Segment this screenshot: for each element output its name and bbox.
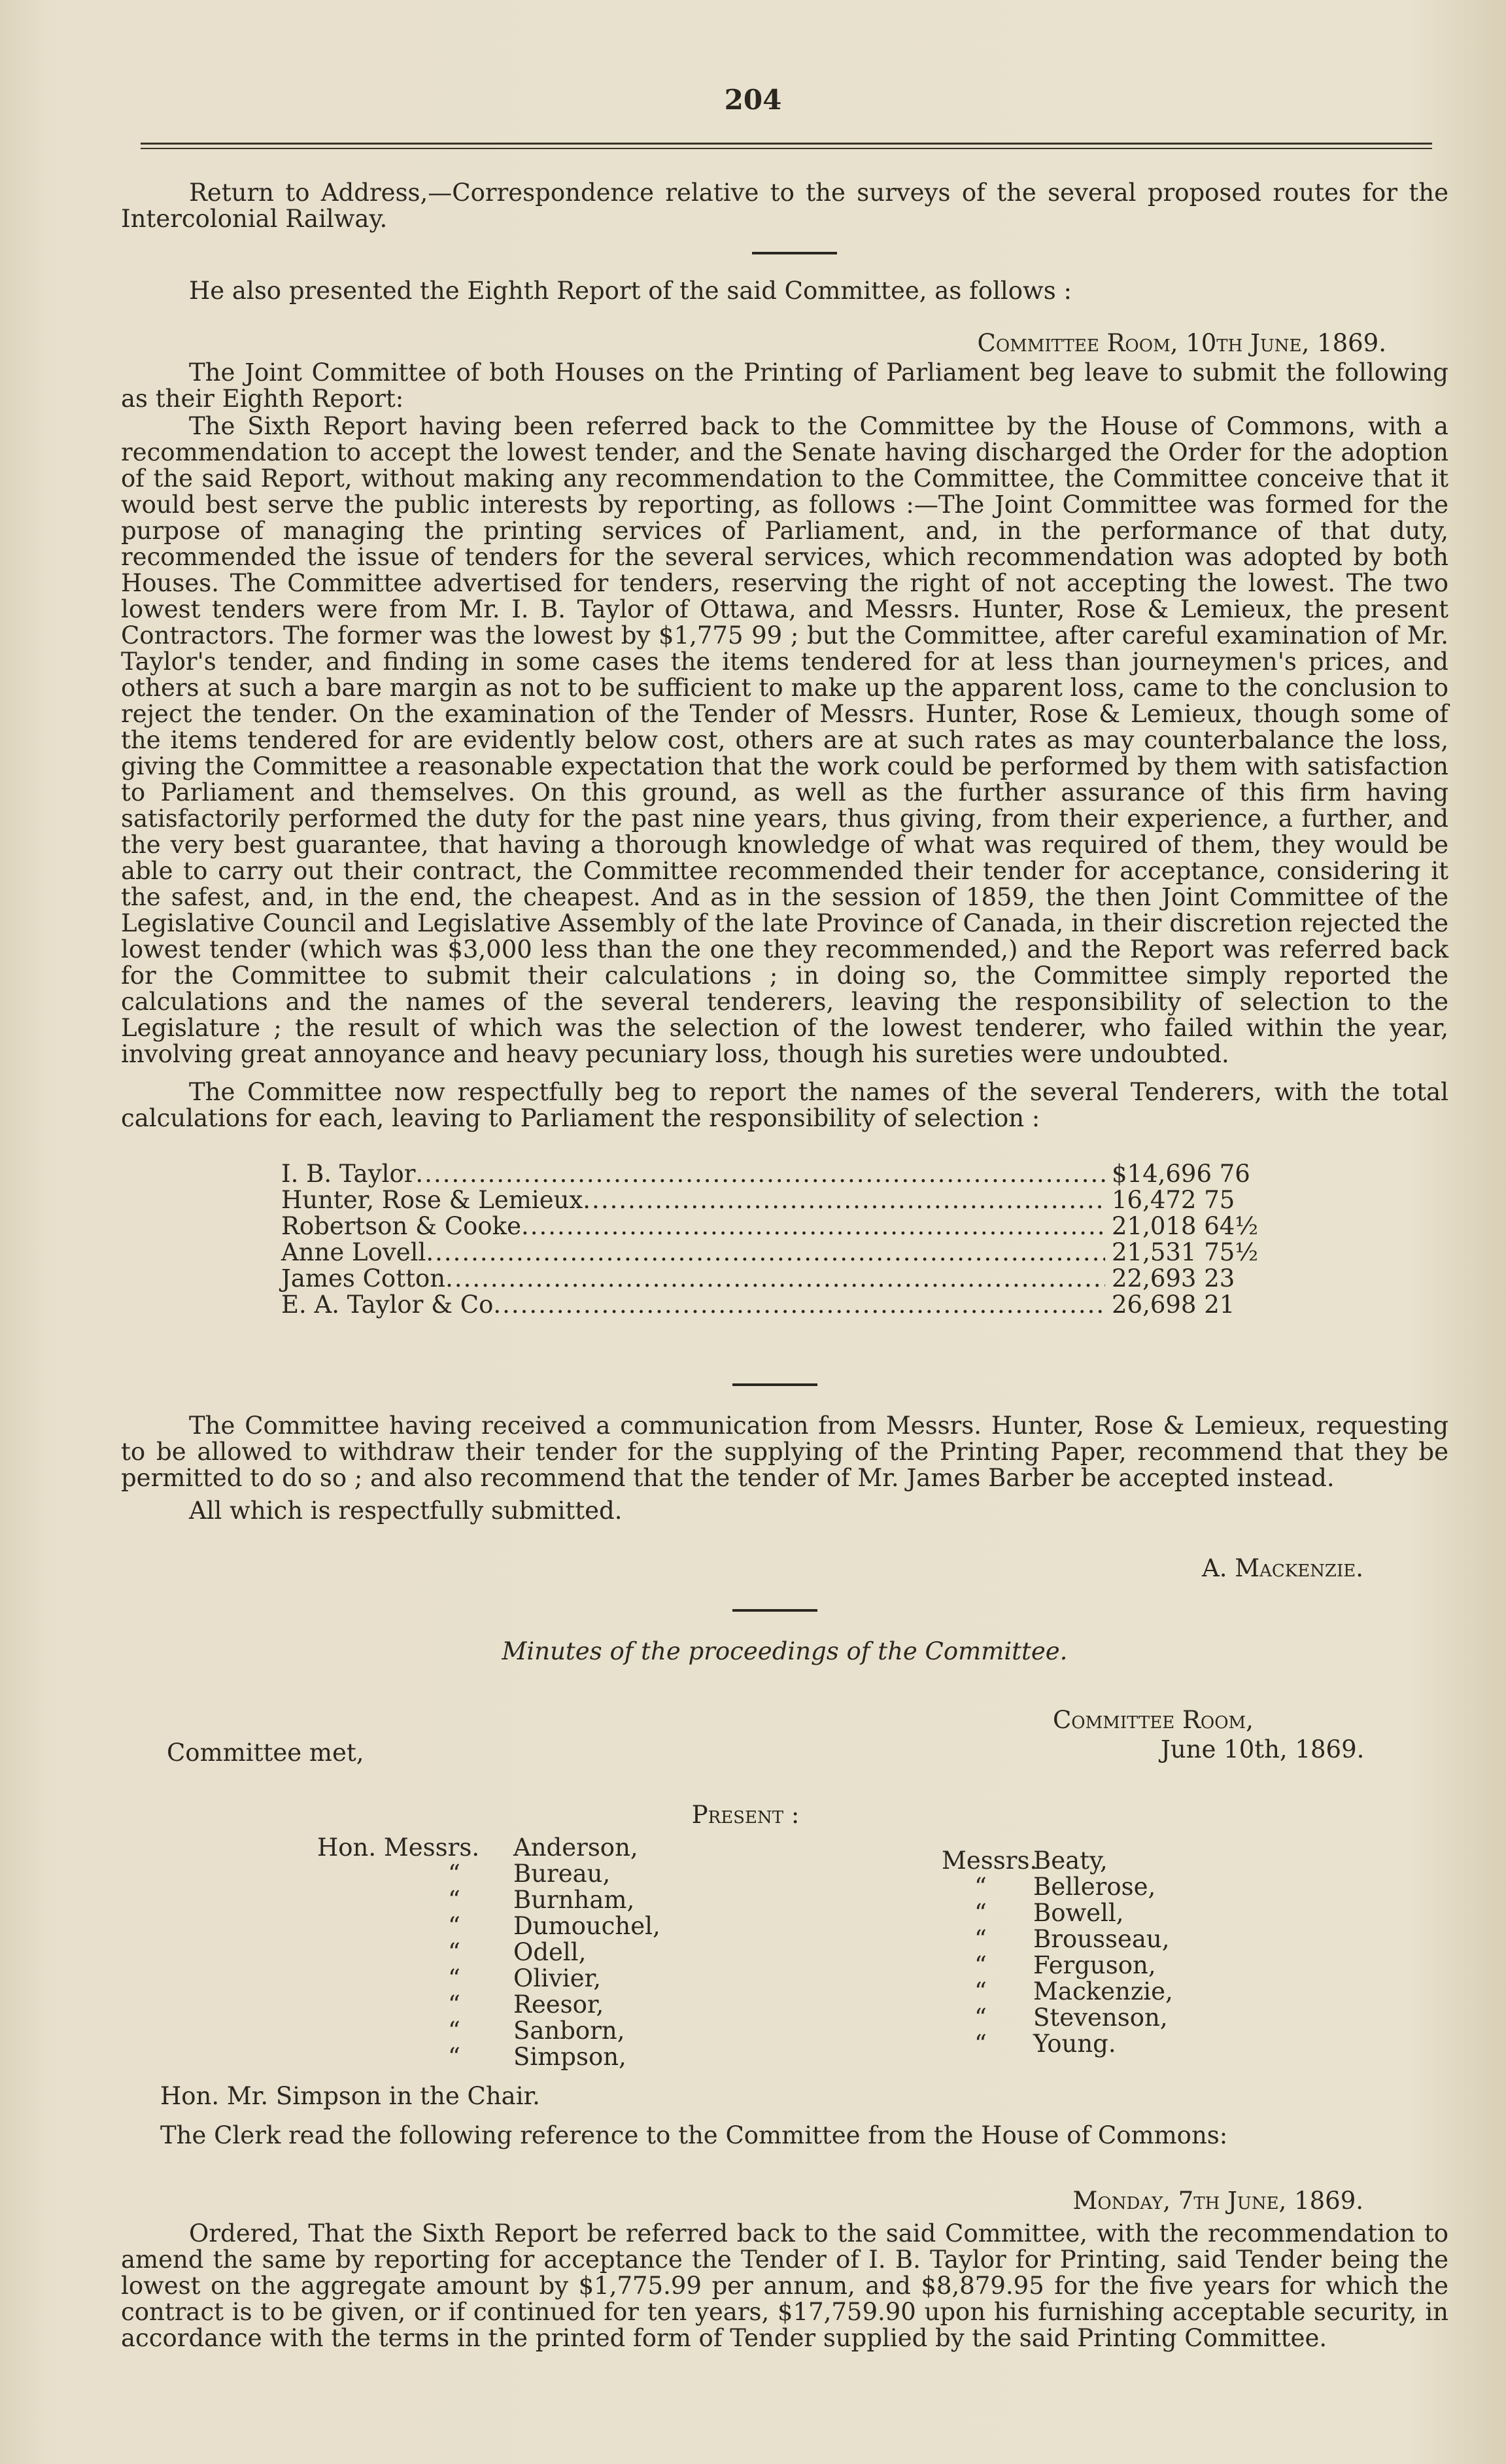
report-dateline: Committee Room, 10th June, 1869.: [977, 329, 1386, 357]
tenderer-row: Hunter, Rose & Lemieux ..... 16,472 75: [281, 1187, 1256, 1213]
header-rule: [141, 143, 1432, 145]
order-date: Monday, 7th June, 1869.: [1072, 2187, 1363, 2215]
tenderers-table: [281, 1160, 1259, 1319]
tenderer-row: James Cotton ..... 22,693 23: [281, 1266, 1256, 1292]
chair-line: Hon. Mr. Simpson in the Chair.: [160, 2082, 540, 2110]
return-line: Return to Address,—Correspondence relative to the surveys of the several proposed routes for the Intercolonial Railway.: [121, 179, 1448, 233]
present-left-list: Hon. Messrs. Anderson, “ Bureau, “ Burnham, “ Dumouchel, “ Odell, “ Olivier, “ Reesor, “ Sanborn, “ Simpson,: [317, 1833, 660, 2071]
order-text: Ordered, That the Sixth Report be referred back to the said Committee, with the recommendation to amend the same by reporting for acceptance the Tender of I. B. Taylor for Printing, said Tender being the lowest on the aggregate amount by $1,775.99 per annum, and $8,879.95 for the five years for which the contract is to be given, or if continued for ten years, $17,759.90 upon his furnishing acceptable security, in accordance with the terms in the printed form of Tender supplied by the said Printing Committee.: [121, 2219, 1448, 2352]
tenderer-row: I. B. Taylor ..... $14,696 76: [281, 1161, 1256, 1187]
minutes-date: June 10th, 1869.: [1161, 1735, 1365, 1763]
minutes-room: Committee Room,: [1053, 1706, 1254, 1734]
signature: A. Mackenzie.: [1201, 1554, 1363, 1582]
communication-paragraph: The Committee having received a communication from Messrs. Hunter, Rose & Lemieux, requesting to be allowed to withdraw their tender for the supplying of the Printing Paper, recommend that they be permitted to do so ; and also recommend that the tender of Mr. James Barber be accepted instead.: [121, 1412, 1448, 1492]
tenderer-row: E. A. Taylor & Co ..... 26,698 21: [281, 1292, 1256, 1318]
header-rule-thin: [141, 148, 1432, 149]
section-rule: [752, 252, 837, 254]
tenderers-intro: The Committee now respectfully beg to report the names of the several Tenderers, with the total calculations for each, leaving to Parliament the responsibility of selection :: [121, 1078, 1448, 1132]
present-heading: Present :: [691, 1801, 800, 1829]
also-presented: He also presented the Eighth Report of the said Committee, as follows :: [189, 277, 1072, 305]
section-rule: [732, 1383, 817, 1386]
report-body: The Sixth Report having been referred back to the Committee by the House of Commons, with a recommendation to accept the lowest tender, and the Senate having discharged the Order for the adoption of the said Report, without making any recommendation to the Committee, the Committee conceive that it would best serve the public interests by reporting, as follows :—The Joint Committee was formed for the purpose of managing the printing services of Parliament, and, in the performance of that duty, recommended the issue of tenders for the several services, which recommendation was adopted by both Houses. The Committee advertised for tenders, reserving the right of not accepting the lowest. The two lowest tenders were from Mr. I. B. Taylor of Ottawa, and Messrs. Hunter, Rose & Lemieux, the present Contractors. The former was the lowest by $1,775 99 ; but the Committee, after careful examination of Mr. Taylor's tender, and finding in some cases the items tendered for at less than journeymen's prices, and others at such a bare margin as not to be sufficient to make up the apparent loss, came to the conclusion to reject the tender. On the examination of the Tender of Messrs. Hunter, Rose & Lemieux, though some of the items tendered for are evidently below cost, others are at such rates as may counterbalance the loss, giving the Committee a reasonable expectation that the work could be performed by them with satisfaction to Parliament and themselves. On this ground, as well as the further assurance of this firm having satisfactorily performed the duty for the past nine years, thus giving, from their experience, a further, and the very best guarantee, that having a thorough knowledge of what was required of them, they would be able to carry out their contract, the Committee recommended their tender for acceptance, considering it the safest, and, in the end, the cheapest. And as in the session of 1859, the then Joint Committee of the Legislative Council and Legislative Assembly of the late Province of Canada, in their discretion rejected the lowest tender (which was $3,000 less than the one they recommended,) and the Report was referred back for the Committee to submit their calculations ; in doing so, the Committee simply reported the calculations and the names of the several tenderers, leaving the responsibility of selection to the Legislature ; the result of which was the selection of the lowest tenderer, who failed within the year, involving great annoyance and heavy pecuniary loss, though his sureties were undoubted.: [121, 412, 1448, 1068]
report-intro: The Joint Committee of both Houses on the Printing of Parliament beg leave to submit the following as their Eighth Report:: [121, 358, 1448, 413]
clerk-line: The Clerk read the following reference to the Committee from the House of Commons:: [160, 2121, 1228, 2149]
respectfully-submitted: All which is respectfully submitted.: [189, 1497, 623, 1525]
minutes-title: Minutes of the proceedings of the Committee.: [502, 1637, 1068, 1665]
committee-met: Committee met,: [167, 1739, 364, 1767]
tenderer-row: Anne Lovell ..... 21,531 75½: [281, 1240, 1256, 1266]
section-rule: [732, 1609, 817, 1612]
page-number: 204: [724, 84, 782, 116]
tenderer-row: Robertson & Cooke ..... 21,018 64½: [281, 1213, 1256, 1240]
present-right-list: Messrs. Beaty, “ Bellerose, “ Bowell, “ Brousseau, “ Ferguson, “ Mackenzie, “ Stevenson, “ Young.: [942, 1847, 1173, 2058]
